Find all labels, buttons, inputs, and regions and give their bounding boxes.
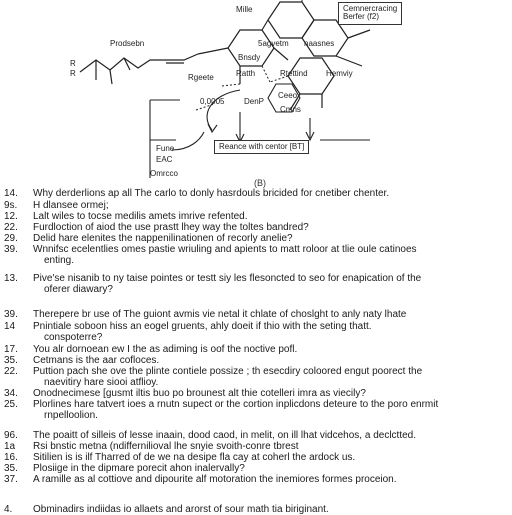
question-text-line: A ramille as al cottiove and dipourite alf motoration the inemiores formes proceion. — [33, 474, 397, 485]
question-text — [33, 233, 508, 244]
question-text-line: Pnintiale soboon hiss an eogel gruents, ahly doeit if thio with the seting thatt. — [33, 321, 372, 332]
question-number: 17. — [4, 344, 18, 355]
stereo-label-r2: R — [70, 69, 76, 78]
question-number: 35. — [4, 355, 18, 366]
question-text — [33, 504, 508, 515]
question-number: 4. — [4, 504, 13, 515]
question-text — [33, 188, 508, 199]
question-text-line: Plosiige in the dipmare porecit ahon inalervally? — [33, 463, 245, 474]
top-right-box — [338, 2, 402, 25]
question-text-line: Wnnifsc ecelentlies omes pastie wriuling and apients to matt roloor at tlie oule catinoes — [33, 244, 417, 255]
question-text — [33, 452, 508, 463]
question-number: 12. — [4, 211, 18, 222]
question-text-line: Therepere br use of The guiont avmis vie netal it chlate of choslght to anly naty lhate — [33, 309, 407, 320]
reaction-condition-box: Reance with centor [BT] — [214, 140, 309, 154]
reagent-label-4: Ceeo — [278, 91, 298, 100]
reagent-label-2: 0,0005 — [200, 97, 225, 106]
question-text — [33, 244, 508, 266]
top-right-box-line-2: Berfer (f2) — [343, 12, 380, 22]
question-text-line: The poaitt of silleis of lesse inaain, dood caod, in melit, on ill lhat vidcehos, a declctted. — [33, 430, 416, 441]
question-text-continuation: conspoterre? — [44, 332, 103, 343]
question-text — [33, 388, 508, 399]
reagent-label-5: Cmns — [280, 105, 301, 114]
question-number: 13. — [4, 273, 18, 284]
question-text-line: H dlansee ormej; — [33, 200, 109, 211]
question-number: 22. — [4, 366, 18, 377]
reagent-label-1: Rgeete — [188, 73, 214, 82]
question-text — [33, 430, 508, 441]
question-text-continuation: enting. — [44, 255, 75, 266]
question-text — [33, 309, 508, 320]
question-text — [33, 222, 508, 233]
question-text — [33, 366, 508, 388]
question-number: 96. — [4, 430, 18, 441]
question-number: 22. — [4, 222, 18, 233]
question-text-continuation: rnpelloolion. — [44, 410, 98, 421]
question-number: 14. — [4, 188, 18, 199]
figure-caption: (B) — [254, 178, 266, 188]
question-number: 1a — [4, 441, 16, 452]
question-text-continuation: naevitiry hare siooi atflioy. — [44, 377, 159, 388]
question-text — [33, 273, 508, 295]
question-text-continuation: oferer diawary? — [44, 284, 113, 295]
question-text-line: Cetmans is the aar cofloces. — [33, 355, 160, 366]
structure-label-3: Bnsdy — [238, 53, 261, 62]
chemical-structure-figure — [0, 0, 512, 180]
structure-label-6: Hemviy — [326, 69, 353, 78]
question-number: 39. — [4, 309, 18, 320]
question-text — [33, 200, 508, 211]
left-chain — [80, 54, 198, 84]
question-number: 9s. — [4, 200, 18, 211]
formula-top-left: Mille — [236, 5, 253, 14]
left-box-label-2: EAC — [156, 155, 173, 164]
left-box-label-1: Fune — [156, 144, 175, 153]
question-text-line: Obminadirs indiidas io allaets and arorst of sour math tia biriginant. — [33, 504, 329, 515]
question-text — [33, 474, 508, 485]
question-text-line: Puttion pach she ove the plinte contiele possize ; th esecdiry coloored engut poorect the — [33, 366, 423, 377]
question-text-line: Why derderlions ap all The carlo to donly hasrdouls bricided for cnetiber chenter. — [33, 188, 390, 199]
stereo-label-r1: R — [70, 59, 76, 68]
structure-label-5: Rtettind — [280, 69, 308, 78]
question-number: 39. — [4, 244, 18, 255]
question-text — [33, 211, 508, 222]
question-text-line: Pive'se nisanib to ny taise pointes or testt siy les flesoncted to seo for enapication of the — [33, 273, 422, 284]
question-text-line: Sitilien is is ilf Tharred of de we na desipe fla cay at coherl the ardock us. — [33, 452, 356, 463]
question-number: 29. — [4, 233, 18, 244]
question-number: 35. — [4, 463, 18, 474]
question-number: 25. — [4, 399, 18, 410]
question-text-line: Delid hare elenites the nappenilinationen of recorly anelie? — [33, 233, 293, 244]
question-text-line: Furdloction of aiod the use prastt lhey way the toltes bandred? — [33, 222, 309, 233]
fragment-label-left: Prodsebn — [110, 39, 145, 48]
reagent-label-3: DenP — [244, 97, 265, 106]
question-text-line: Plorlines hare tatvert ioes a rnutn supect or the cortion inplicdons deteure to the poro enrmit — [33, 399, 439, 410]
question-number: 14 — [4, 321, 16, 332]
question-text — [33, 399, 508, 421]
question-text — [33, 463, 508, 474]
question-number: 34. — [4, 388, 18, 399]
left-box-label-3: Omrcco — [150, 169, 178, 178]
question-text-line: Lalt wiles to tocse medilis amets imrive refented. — [33, 211, 248, 222]
question-text-line: Onodnecimese [gusmt iltis buo po brounest alt thie cotelleri imra as viecily? — [33, 388, 366, 399]
question-text — [33, 355, 508, 366]
question-text — [33, 344, 508, 355]
question-number: 16. — [4, 452, 18, 463]
question-text — [33, 441, 508, 452]
question-text — [33, 321, 508, 343]
question-text-line: Rsi bnstic metna (ndiffernilioval lhe snyie svoith-conre tbrest — [33, 441, 299, 452]
question-text-line: You alr dornoean ew I the as adiming is oof the noctive pofl. — [33, 344, 298, 355]
top-right-box-line-1: Cemnercracing — [343, 4, 398, 13]
structure-label-4: Ratth — [236, 69, 256, 78]
structure-label-1: 5agvetm — [258, 39, 289, 48]
question-number: 37. — [4, 474, 18, 485]
structure-label-2: naasnes — [304, 39, 335, 48]
